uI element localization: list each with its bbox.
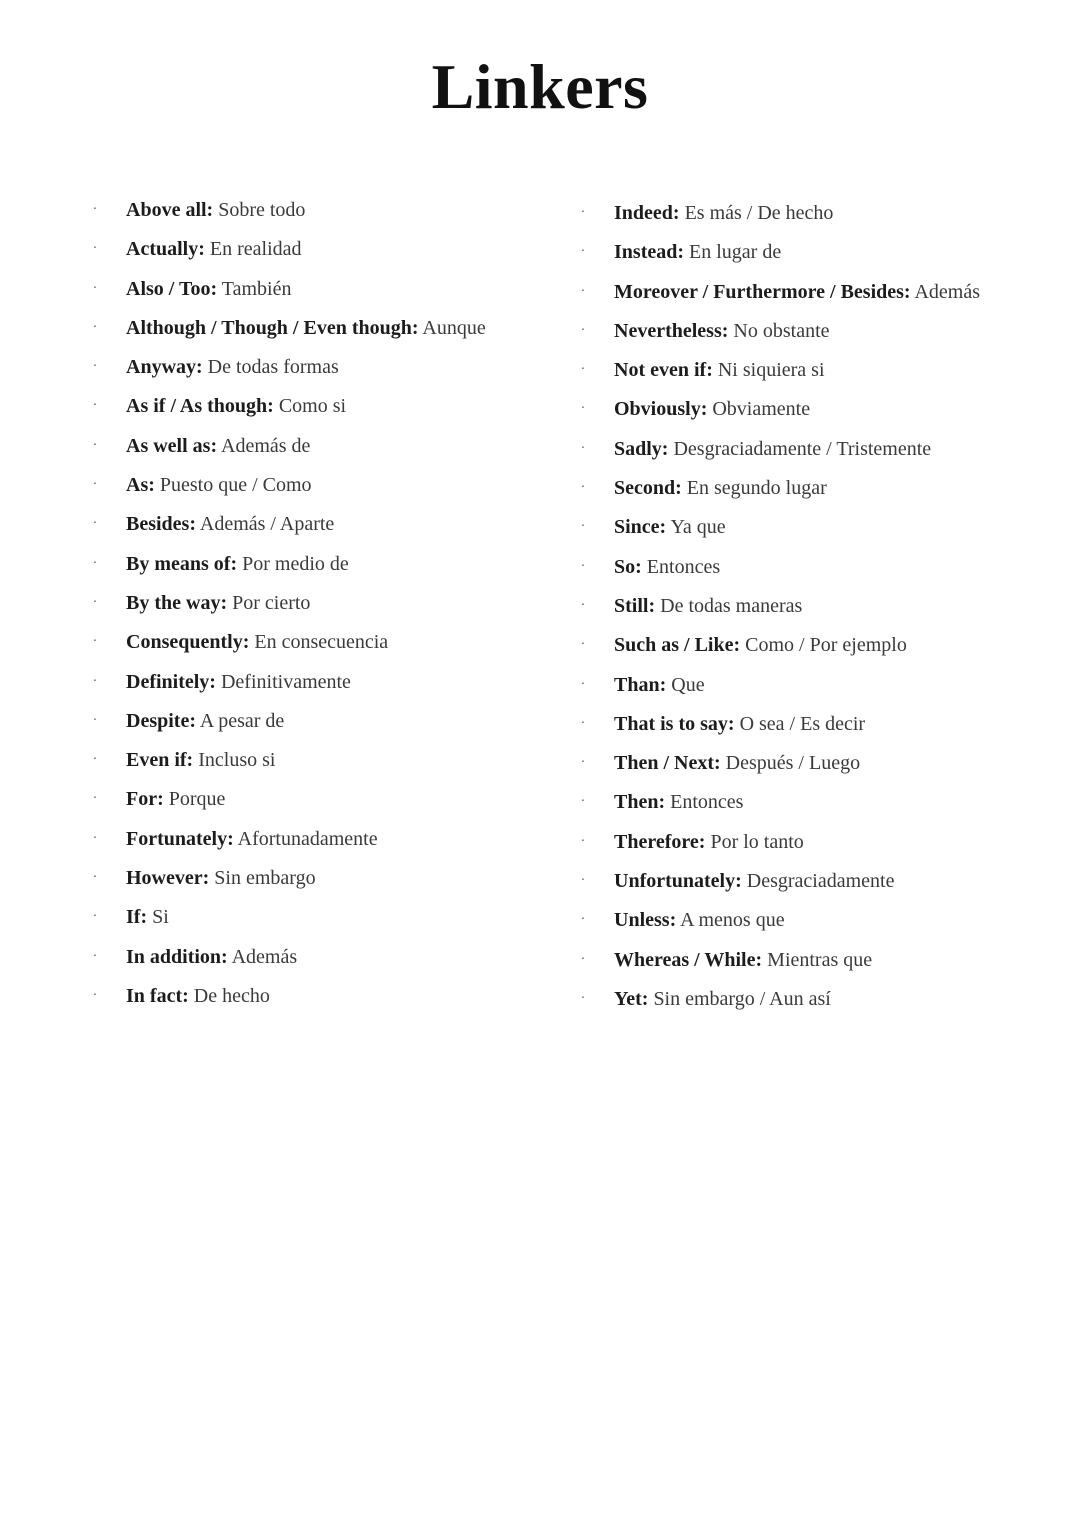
linker-translation: En segundo lugar: [681, 477, 827, 500]
list-item: [578, 356, 1058, 395]
linker-term: For:: [126, 788, 164, 811]
linker-term: Not even if:: [614, 359, 713, 382]
linker-translation: Ni siquiera si: [712, 359, 825, 382]
bullet: ·: [92, 791, 98, 807]
list-item: [578, 435, 1058, 474]
list-item: [90, 589, 560, 628]
bullet: ·: [92, 241, 98, 257]
linker-term: Despite:: [126, 709, 196, 732]
bullet: ·: [580, 755, 586, 771]
linker-term: Also / Too:: [126, 277, 218, 300]
bullet: ·: [580, 480, 586, 496]
list-item: [578, 238, 1058, 277]
list-item: [90, 668, 560, 707]
bullet: ·: [92, 673, 98, 689]
list-item: [578, 671, 1058, 710]
linker-term: By the way:: [126, 591, 228, 614]
list-item: [90, 471, 560, 510]
linker-translation: También: [217, 277, 292, 300]
bullet: ·: [580, 833, 586, 849]
bullet: ·: [580, 558, 586, 574]
linker-term: As if / As though:: [126, 395, 274, 418]
linkers-list-right: [578, 199, 1058, 1024]
page-title: Linkers: [431, 51, 649, 122]
list-item: [578, 317, 1058, 356]
linkers-list-left: [90, 196, 560, 1021]
linker-term: Instead:: [614, 241, 685, 264]
linker-translation: Como / Por ejemplo: [740, 634, 907, 657]
linker-translation: Por lo tanto: [705, 830, 804, 853]
list-item: [90, 550, 560, 589]
bullet: ·: [580, 912, 586, 928]
linker-term: Unfortunately:: [614, 870, 742, 893]
linker-translation: Además: [910, 280, 981, 303]
bullet: ·: [580, 597, 586, 613]
linker-translation: Desgraciadamente / Tristemente: [668, 437, 932, 460]
bullet: ·: [92, 437, 98, 453]
linker-translation: Por medio de: [237, 552, 349, 575]
linker-translation: Entonces: [641, 555, 721, 578]
linker-translation: Además / Aparte: [196, 513, 335, 536]
linker-term: If:: [126, 906, 148, 929]
bullet: ·: [580, 244, 586, 260]
list-item: [90, 628, 560, 667]
list-item: [578, 199, 1058, 238]
bullet: ·: [580, 401, 586, 417]
linker-term: Although / Though / Even though:: [126, 316, 419, 339]
linker-translation: De hecho: [188, 984, 270, 1007]
linker-term: As:: [126, 474, 155, 497]
linker-term: Yet:: [614, 987, 649, 1010]
linker-translation: Porque: [163, 788, 226, 811]
bullet: ·: [92, 516, 98, 532]
linker-translation: Si: [147, 906, 169, 929]
list-item: [578, 278, 1058, 317]
bullet: ·: [92, 202, 98, 217]
linker-translation: Que: [666, 673, 705, 696]
list-item: [90, 353, 560, 392]
linker-translation: Aunque: [418, 316, 486, 339]
linker-term: Actually:: [126, 238, 205, 261]
list-item: [90, 746, 560, 785]
linker-translation: Sin embargo: [209, 867, 316, 890]
bullet: ·: [92, 752, 98, 768]
linker-term: Even if:: [126, 749, 194, 772]
bullet: ·: [92, 909, 98, 925]
bullet: ·: [580, 951, 586, 967]
list-item: [578, 592, 1058, 631]
list-item: [578, 867, 1058, 906]
linker-term: Definitely:: [126, 670, 216, 693]
bullet: ·: [580, 440, 586, 456]
bullet: ·: [580, 873, 586, 889]
linker-term: That is to say:: [614, 712, 735, 735]
linker-translation: En consecuencia: [249, 631, 389, 654]
bullet: ·: [92, 555, 98, 571]
linker-translation: A menos que: [676, 909, 785, 932]
bullet: ·: [92, 634, 98, 650]
linker-term: Unless:: [614, 909, 677, 932]
linker-translation: No obstante: [728, 319, 830, 342]
bullet: ·: [92, 948, 98, 964]
linker-term: Anyway:: [126, 356, 203, 379]
bullet: ·: [92, 359, 98, 375]
linker-term: Then / Next:: [614, 752, 721, 775]
linker-translation: Sin embargo / Aun así: [648, 987, 831, 1010]
linker-translation: Entonces: [665, 791, 744, 814]
bullet: ·: [92, 398, 98, 414]
linker-term: In addition:: [126, 945, 228, 968]
linker-translation: Además de: [217, 434, 311, 457]
bullet: ·: [92, 870, 98, 886]
linker-term: As well as:: [126, 434, 218, 457]
bullet: ·: [92, 987, 98, 1003]
linker-term: Second:: [614, 477, 682, 500]
list-item: [90, 943, 560, 982]
bullet: ·: [92, 280, 98, 296]
list-item: [90, 235, 560, 274]
bullet: ·: [92, 477, 98, 493]
linker-translation: Sobre todo: [213, 199, 306, 221]
linker-translation: A pesar de: [195, 709, 285, 732]
linker-translation: Incluso si: [193, 749, 276, 772]
bullet: ·: [580, 637, 586, 653]
list-item: [90, 432, 560, 471]
linker-translation: Afortunadamente: [233, 827, 378, 850]
linker-translation: En lugar de: [684, 241, 782, 264]
bullet: ·: [92, 712, 98, 728]
linker-term: Whereas / While:: [614, 948, 763, 971]
list-item: [578, 710, 1058, 749]
bullet: ·: [92, 594, 98, 610]
linker-translation: Por cierto: [227, 591, 311, 614]
list-item: [90, 314, 560, 353]
list-item: [578, 946, 1058, 985]
linker-term: Therefore:: [614, 830, 706, 853]
list-item: [578, 395, 1058, 434]
linker-translation: Es más / De hecho: [679, 202, 834, 224]
linker-translation: De todas maneras: [655, 594, 803, 617]
linker-term: Than:: [614, 673, 667, 696]
list-item: [90, 825, 560, 864]
list-item: [90, 903, 560, 942]
linker-translation: Puesto que / Como: [154, 474, 312, 497]
linker-translation: De todas formas: [202, 356, 339, 379]
list-item: [90, 707, 560, 746]
linker-term: Above all:: [126, 199, 214, 221]
linker-term: Then:: [614, 791, 666, 814]
list-item: [90, 196, 560, 235]
linker-translation: Además: [227, 945, 298, 968]
linker-translation: Desgraciadamente: [741, 870, 895, 893]
linker-term: By means of:: [126, 552, 238, 575]
list-item: [578, 749, 1058, 788]
list-item: [90, 785, 560, 824]
linker-term: Nevertheless:: [614, 319, 729, 342]
linker-term: Obviously:: [614, 398, 708, 421]
linker-term: Still:: [614, 594, 656, 617]
list-item: [90, 275, 560, 314]
linker-term: Such as / Like:: [614, 634, 741, 657]
linker-translation: Definitivamente: [215, 670, 351, 693]
bullet: ·: [580, 205, 586, 220]
list-item: [578, 985, 1058, 1024]
bullet: ·: [580, 715, 586, 731]
bullet: ·: [580, 676, 586, 692]
bullet: ·: [580, 794, 586, 810]
linker-term: In fact:: [126, 984, 189, 1007]
linker-term: Moreover / Furthermore / Besides:: [614, 280, 911, 303]
linker-translation: Ya que: [666, 516, 726, 539]
linker-translation: En realidad: [204, 238, 302, 261]
linker-translation: Después / Luego: [720, 752, 861, 775]
linker-term: Sadly:: [614, 437, 669, 460]
list-item: [578, 906, 1058, 945]
list-item: [578, 631, 1058, 670]
linker-term: Fortunately:: [126, 827, 234, 850]
linker-term: Indeed:: [614, 202, 680, 224]
bullet: ·: [92, 830, 98, 846]
list-item: [90, 864, 560, 903]
list-item: [578, 513, 1058, 552]
linker-translation: O sea / Es decir: [734, 712, 866, 735]
bullet: ·: [580, 990, 586, 1006]
list-item: [578, 553, 1058, 592]
list-item: [90, 510, 560, 549]
list-item: [90, 982, 560, 1021]
linker-term: Besides:: [126, 513, 196, 536]
bullet: ·: [92, 319, 98, 335]
linker-translation: Mientras que: [762, 948, 873, 971]
bullet: ·: [580, 283, 586, 299]
linker-term: So:: [614, 555, 642, 578]
linker-translation: Obviamente: [707, 398, 811, 421]
list-item: [578, 474, 1058, 513]
list-item: [578, 788, 1058, 827]
list-item: [578, 828, 1058, 867]
list-item: [90, 392, 560, 431]
linker-term: Consequently:: [126, 631, 250, 654]
linker-translation: Como si: [273, 395, 347, 418]
linker-term: Since:: [614, 516, 667, 539]
linker-term: However:: [126, 867, 210, 890]
bullet: ·: [580, 519, 586, 535]
bullet: ·: [580, 322, 586, 338]
bullet: ·: [580, 362, 586, 378]
